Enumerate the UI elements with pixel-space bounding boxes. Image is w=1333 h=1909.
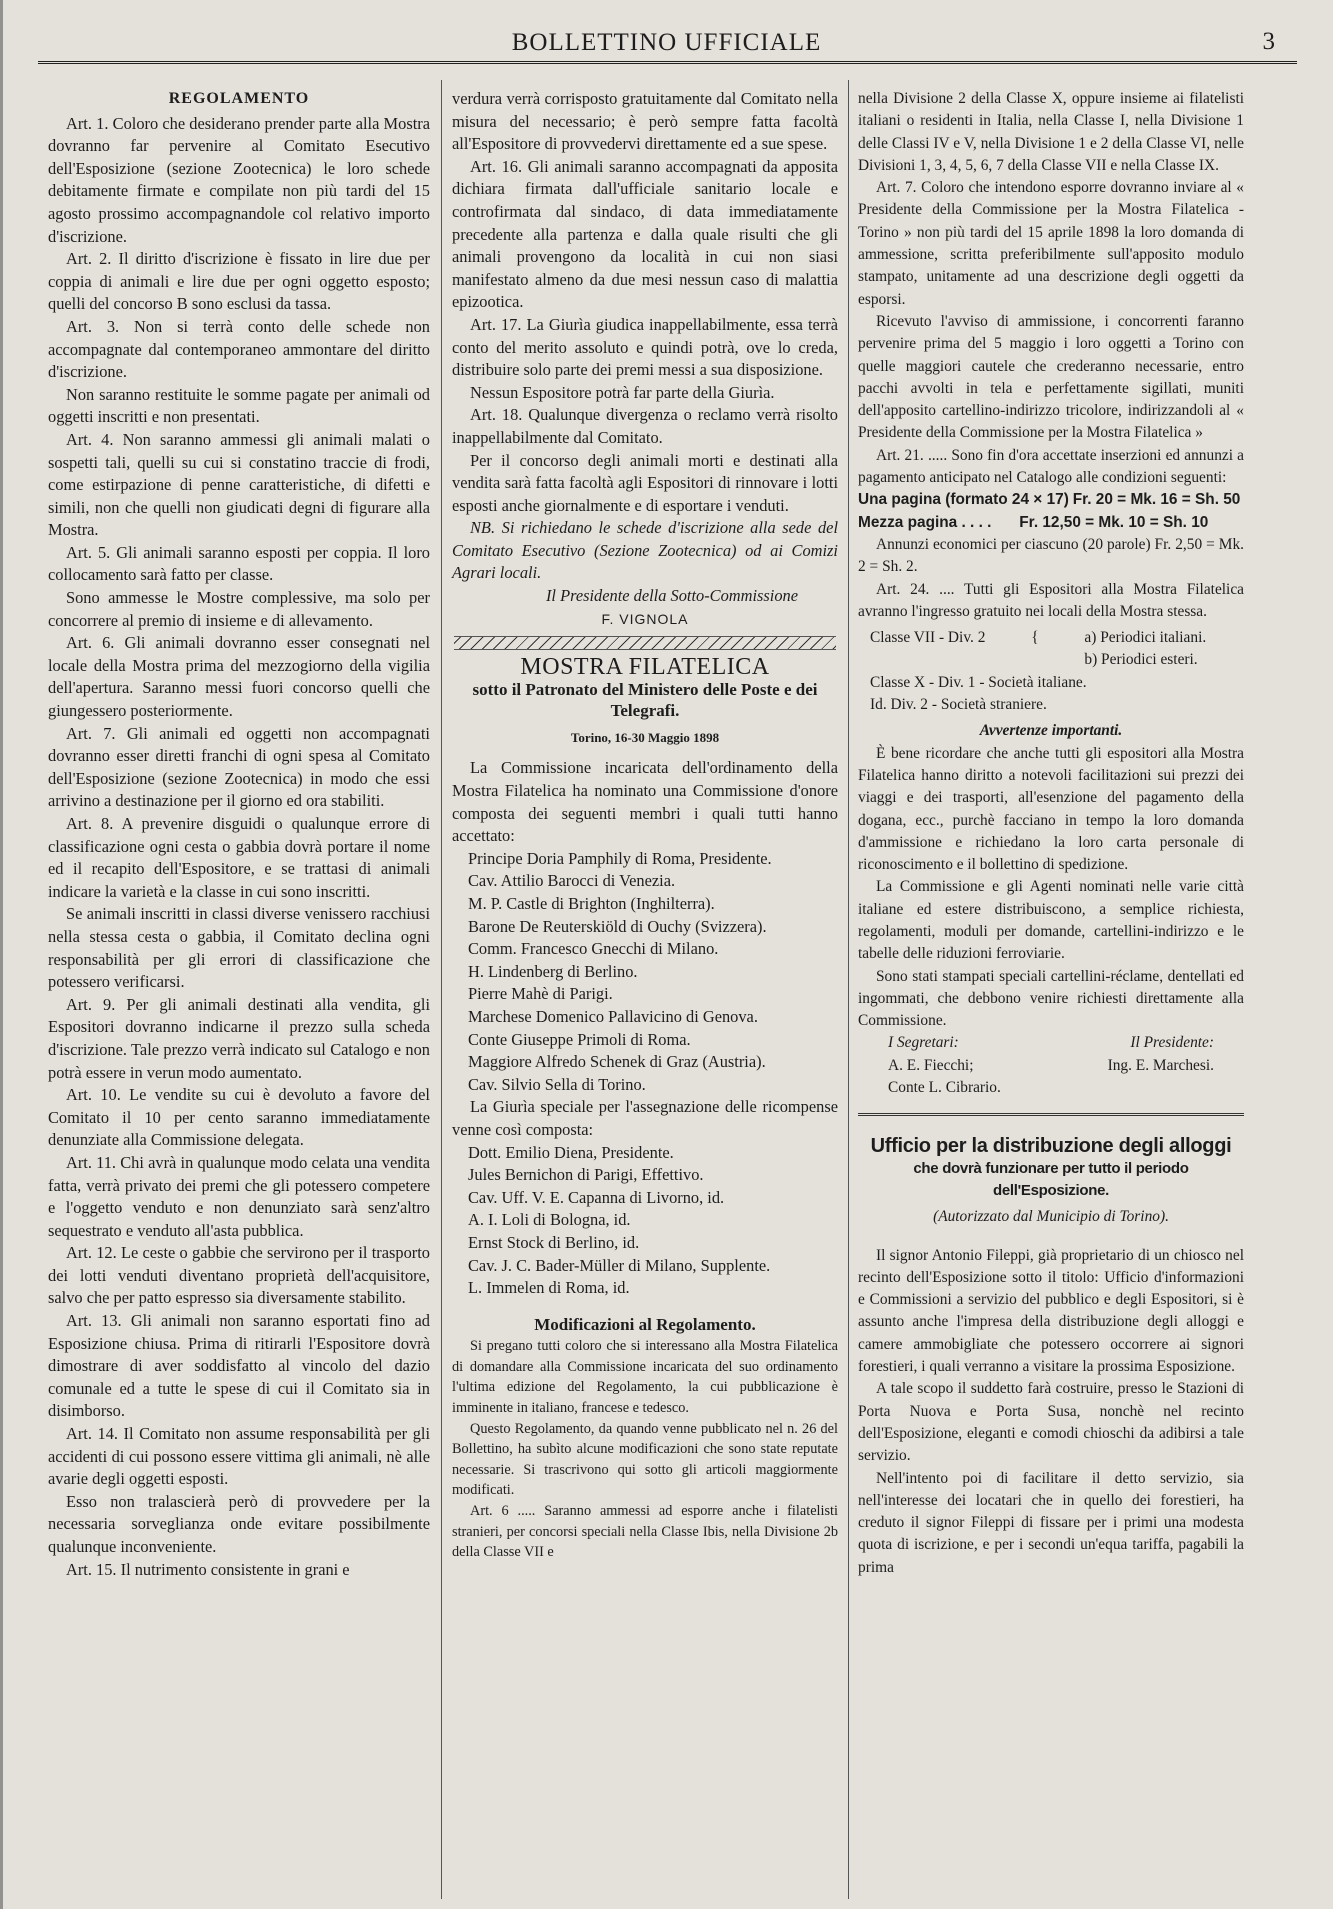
- modifiche-text: [452, 1336, 838, 1563]
- paragraph: Il signor Antonio Fileppi, già proprietario di un chiosco nel recinto dell'Esposizione sotto il titolo: Ufficio d'informazioni e Commissioni a servizio del pubblico e degli Espositori, si è assunto anche l'impresa della distribuzione degli alloggi e camere ammobigliate che potessero occorrere ai signori forestieri, i quali verranno a visitare la prossima Esposizione.: [858, 1246, 1244, 1376]
- signatures: [858, 1032, 1244, 1099]
- mostra-subtitle: sotto il Patronato del Ministero delle Poste e dei Telegrafi.: [472, 679, 818, 720]
- rate-value: Fr. 20 = Mk. 16 = Sh. 50: [1072, 491, 1241, 509]
- publication-title: BOLLETTINO UFFICIALE: [511, 29, 822, 56]
- signature-role: Il Presidente:: [1130, 1034, 1214, 1052]
- page-number: 3: [1262, 28, 1275, 55]
- class-option: b) Periodici esteri.: [1084, 651, 1198, 669]
- paragraph: Art. 6 ..... Saranno ammessi ad esporre anche i filatelisti stranieri, per concorsi speciali nella Classe Ibis, nella Divisione 2b della Classe VII e: [452, 1503, 838, 1561]
- column-divider: [441, 80, 442, 1899]
- paragraph: Art. 12. Le ceste o gabbie che servirono per il trasporto dei lotti venduti diventano proprietà dell'acquisitore, salvo che per patto espresso sia diversamente stabilito.: [48, 1243, 430, 1308]
- paragraph: Annunzi economici per ciascuno (20 parole) Fr. 2,50 = Mk. 2 = Sh. 2.: [858, 535, 1244, 576]
- paragraph: Art. 14. Il Comitato non assume responsabilità per gli accidenti di cui possono essere vittima gli animali, nè alle avarie degli oggetti esposti.: [48, 1424, 430, 1489]
- paragraph: Art. 6. Gli animali dovranno esser consegnati nel locale della Mostra prima del mezzogiorno della vigilia dell'apertura. Saranno messi fuori concorso quelli che giungessero posteriormente.: [48, 633, 430, 721]
- column-divider: [848, 80, 849, 1899]
- signature-name: F. VIGNOLA: [601, 610, 689, 627]
- class-option: - Società italiane.: [979, 673, 1087, 691]
- rates-table: [858, 489, 1244, 534]
- ufficio-authorization: (Autorizzato dal Municipio di Torino).: [933, 1208, 1169, 1226]
- rate-label: Una pagina (formato 24 × 17): [858, 491, 1069, 509]
- avvertenze-title: Avvertenze importanti.: [979, 722, 1123, 740]
- paragraph: verdura verrà corrisposto gratuitamente dal Comitato nella misura del necessario; è però sempre fatta facoltà all'Espositore di provvedervi direttamente ed a sue spese.: [452, 89, 838, 154]
- list-item: H. Lindenberg di Berlino.: [468, 961, 638, 981]
- paragraph: La Commissione incaricata dell'ordinamento della Mostra Filatelica ha nominato una Commissione d'onore composta dei seguenti membri i quali tutti hanno accettato:: [452, 758, 838, 846]
- paragraph: Art. 13. Gli animali non saranno esportati fino ad Esposizione chiusa. Prima di ritirarli l'Espositore dovrà dimostrare di aver soddisfatto al vincolo del dazio comunale ed a tutte le spese di cui il Comitato sia in disimborso.: [48, 1311, 430, 1421]
- class-row: [858, 694, 1244, 716]
- brace: {: [1031, 629, 1039, 647]
- paragraph: Art. 3. Non si terrà conto delle schede non accompagnate dal contemporaneo ammontare del diritto d'iscrizione.: [48, 316, 430, 382]
- paragraph: Art. 7. Coloro che intendono esporre dovranno inviare al « Presidente della Commissione per la Mostra Filatelica - Torino » non più tardi del 15 aprile 1898 la loro domanda di ammessione, scritta preferibilmente sull'apposito modulo stampato, unitamente ad una descrizione degli oggetti da esporsi.: [858, 179, 1244, 308]
- class-label: Classe X - Div. 1: [870, 673, 976, 691]
- classes-list: [858, 627, 1244, 716]
- paragraph: Art. 16. Gli animali saranno accompagnati da apposita dichiara firmata dall'ufficiale sanitario locale e controfirmata dal sindaco, di data immediatamente precedente alla partenza e dalla quale risulti che gli animali provengono da località in cui non siasi manifestato almeno da due mesi nessun caso di malattia epizootica.: [452, 156, 838, 312]
- paragraph: La Commissione e gli Agenti nominati nelle varie città italiane ed estere distribuiscono, a semplice richiesta, regolamenti, moduli per domande, cartellini-indirizzo e le tabelle delle riduzioni ferroviarie.: [858, 878, 1244, 963]
- ufficio-title: Ufficio per la distribuzione degli alloggi: [870, 1135, 1232, 1158]
- list-item: Principe Doria Pamphily di Roma, Presidente.: [468, 848, 772, 868]
- rate-row: [858, 489, 1244, 511]
- paragraph: Sono ammesse le Mostre complessive, ma solo per concorrere al premio di insieme e di allevamento.: [48, 588, 430, 630]
- paragraph: Questo Regolamento, da quando venne pubblicato nel n. 26 del Bollettino, ha subìto alcune modificazioni che sono state reputate necessarie. Si trascrivono qui sotto gli articoli maggiormente modificati.: [452, 1420, 838, 1499]
- paragraph: Art. 10. Le vendite su cui è devoluto a favore del Comitato il 10 per cento saranno immediatamente denunziate alla Commissione delegata.: [48, 1085, 430, 1150]
- class-row: [858, 627, 1244, 672]
- paragraph: Nell'intento poi di facilitare il detto servizio, sia nell'interesse dei locatari che in quello dei forestieri, ha creduto il signor Fileppi di fissare per i primi una modesta quota di iscrizione, e per i secondi un'equa tariffa, pagabili la prima: [858, 1469, 1244, 1576]
- list-item: Cav. Attilio Barocci di Venezia.: [468, 871, 676, 891]
- paragraph: Non saranno restituite le somme pagate per animali od oggetti inscritti e non presentati.: [48, 384, 430, 427]
- paragraph: È bene ricordare che anche tutti gli espositori alla Mostra Filatelica hanno diritto a notevoli facilitazioni sui prezzi dei viaggi e dei trasporti, all'esenzione del pagamento della dogana, ecc., purchè facciano in tempo la loro domanda d'ammissione e richiedano la loro carta personale di riconoscimento e il bollettino di spedizione.: [858, 744, 1244, 874]
- list-item: Maggiore Alfredo Schenek di Graz (Austria).: [468, 1052, 766, 1072]
- column-2: [452, 88, 838, 1899]
- class-row: [858, 672, 1244, 694]
- list-item: Ernst Stock di Berlino, id.: [468, 1232, 640, 1252]
- class-option: a) Periodici italiani.: [1084, 629, 1207, 647]
- regolamento-articles: [48, 113, 430, 1582]
- signature-name: Conte L. Cibrario.: [888, 1079, 1001, 1097]
- paragraph: Art. 9. Per gli animali destinati alla vendita, gli Espositori dovranno indicarne il prezzo sulla scheda d'iscrizione. Tale prezzo verrà indicato sul Catalogo e non potrà essere in verun modo aumentato.: [48, 994, 430, 1082]
- section-rule: [858, 1113, 1244, 1119]
- rate-label: Mezza pagina . . . .: [858, 513, 992, 531]
- list-item: Cav. Uff. V. E. Capanna di Livorno, id.: [468, 1187, 725, 1207]
- section-heading: REGOLAMENTO: [168, 90, 310, 107]
- list-item: Barone De Reuterskiöld di Ouchy (Svizzera).: [468, 916, 767, 936]
- paragraph: Art. 24. .... Tutti gli Espositori alla Mostra Filatelica avranno l'ingresso gratuito nei locali della Mostra stessa.: [858, 580, 1244, 620]
- class-options: [1084, 627, 1244, 672]
- list-item: Jules Bernichon di Parigi, Effettivo.: [468, 1165, 704, 1185]
- paragraph: Per il concorso degli animali morti e destinati alla vendita sarà fatta facoltà agli Espositori di rinnovare i lotti esposti anche giornalmente e di esportare i venduti.: [452, 450, 838, 515]
- class-label: Classe VII - Div. 2: [870, 629, 986, 647]
- list-item: Dott. Emilio Diena, Presidente.: [468, 1142, 674, 1162]
- paragraph: Art. 15. Il nutrimento consistente in grani e: [66, 1559, 350, 1579]
- signature-row: [888, 1032, 1214, 1054]
- paragraph: Art. 21. ..... Sono fin d'ora accettate inserzioni ed annunzi a pagamento anticipato nel Catalogo alle condizioni seguenti:: [858, 446, 1244, 487]
- paragraph: Esso non tralascierà però di provvedere per la necessaria sorveglianza onde evitare possibilmente qualunque inconveniente.: [48, 1491, 430, 1556]
- header-rule: [38, 61, 1297, 66]
- signature-role: Il Presidente della Sotto-Commissione: [545, 586, 798, 606]
- ufficio-subtitle: che dovrà funzionare per tutto il periodo dell'Esposizione.: [913, 1159, 1189, 1199]
- mostra-date: Torino, 16-30 Maggio 1898: [570, 729, 720, 745]
- paragraph: Art. 1. Coloro che desiderano prender parte alla Mostra dovranno far pervenire al Comitato Esecutivo dell'Esposizione (sezione Zootecnica) le loro schede debitamente firmate e compilate non più tardi del 15 agosto prossimo accompagnandole col relativo importo d'iscrizione.: [48, 113, 430, 246]
- signature-row: [888, 1055, 1214, 1077]
- signature-row: [888, 1077, 1214, 1099]
- paragraph: La Giurìa speciale per l'assegnazione delle ricompense venne così composta:: [452, 1097, 838, 1139]
- modifiche-title: Modificazioni al Regolamento.: [534, 1314, 756, 1334]
- paragraph: Ricevuto l'avviso di ammissione, i concorrenti faranno pervenire prima del 5 maggio i loro oggetti a Torino con quelle maggiori cautele che crederanno necessarie, entro pacchi avvolti in tela e perfettamente sigillati, muniti dell'apposito cartellino-indirizzo tricolore, indirizzandoli al « Presidente della Commissione per la Mostra Filatelica »: [858, 312, 1244, 442]
- rate-value: Fr. 12,50 = Mk. 10 = Sh. 10: [1019, 513, 1209, 531]
- ornamental-rule: [454, 636, 836, 650]
- paragraph: Art. 18. Qualunque divergenza o reclamo verrà risolto inappellabilmente dal Comitato.: [452, 405, 838, 447]
- list-item: L. Immelen di Roma, id.: [468, 1278, 630, 1298]
- signature-name: Ing. E. Marchesi.: [1107, 1056, 1214, 1074]
- list-item: Pierre Mahè di Parigi.: [468, 984, 613, 1004]
- column-3: [858, 88, 1244, 1899]
- page-header: [50, 26, 1283, 60]
- paragraph: Art. 17. La Giurìa giudica inappellabilmente, essa terrà conto del merito assoluto e quindi potrà, ove lo creda, distribuire solo parte dei premi messi a sua disposizione.: [452, 314, 838, 380]
- paragraph: Art. 5. Gli animali saranno esposti per coppia. Il loro collocamento sarà fatto per classe.: [48, 542, 430, 585]
- paragraph: Art. 11. Chi avrà in qualunque modo celata una vendita fatta, verrà privato dei premi che gli potessero competere e l'oggetto venduto e non denunziato sarà senz'altro sequestrato e venduto all'asta pubblica.: [48, 1152, 430, 1240]
- paragraph: Art. 4. Non saranno ammessi gli animali malati o sospetti tali, quelli su cui si constatino traccie di frodi, come estirpazione di penne caratteristiche, di difetti e simili, non che quelli non giudicati degni di figurare alla Mostra.: [48, 429, 430, 540]
- paragraph: nella Divisione 2 della Classe X, oppure insieme ai filatelisti italiani o residenti in Italia, nella Classe I, nella Divisione 1 delle Classi IV e V, nella Divisione 1 e 2 della Classe VI, nelle Divisioni 1, 3, 4, 5, 6, 7 della Classe VII e nella Classe IX.: [858, 90, 1244, 174]
- list-item: Marchese Domenico Pallavicino di Genova.: [468, 1006, 758, 1026]
- paragraph: Art. 7. Gli animali ed oggetti non accompagnati dovranno esser diretti franchi di ogni spesa al Comitato dell'Esposizione (sezione Zootecnica) in modo che essi arrivino a destinazione per il giorno ed ora stabiliti.: [48, 723, 430, 811]
- signature-name: A. E. Fiecchi;: [888, 1056, 974, 1074]
- list-item: A. I. Loli di Bologna, id.: [468, 1210, 631, 1230]
- list-item: Conte Giuseppe Primoli di Roma.: [468, 1029, 691, 1049]
- column-1: [48, 88, 430, 1899]
- paragraph: Se animali inscritti in classi diverse venissero racchiusi nella stessa cesta o gabbia, il Comitato declina ogni responsabilità per gli errori di classificazione che potessero verificarsi.: [48, 904, 430, 992]
- nota-bene: NB. Si richiedano le schede d'iscrizione alla sede del Comitato Esecutivo (Sezione Zootecnica) od ai Comizi Agrari locali.: [452, 518, 838, 583]
- paragraph: Art. 2. Il diritto d'iscrizione è fissato in lire due per coppia di animali e lire due per ogni oggetto esposto; quelli del concorso B sono esclusi da tassa.: [48, 249, 430, 314]
- paragraph: Sono stati stampati speciali cartellini-réclame, dentellati ed ingommati, che debbono venire richiesti direttamente alla Commissione.: [858, 967, 1244, 1030]
- paragraph: Art. 8. A prevenire disguidi o qualunque errore di classificazione ogni cesta o gabbia dovrà portare il nome ed il recapito dell'Espositore, e se trattasi di animali indicare la varietà e la classe in cui sono inscritti.: [48, 814, 430, 901]
- paragraph: Nessun Espositore potrà far parte della Giurìa.: [470, 382, 775, 402]
- jury-list: [452, 1142, 838, 1300]
- list-item: Cav. J. C. Bader-Müller di Milano, Supplente.: [468, 1255, 771, 1275]
- paragraph: A tale scopo il suddetto farà costruire, presso le Stazioni di Porta Nuova e Porta Susa, nonchè nel recinto dell'Esposizione, eleganti e comodi chioschi da adibirsi a tale servizio.: [858, 1380, 1244, 1465]
- mostra-title: MOSTRA FILATELICA: [520, 654, 770, 681]
- list-item: Cav. Silvio Sella di Torino.: [468, 1074, 646, 1094]
- class-option: - Società straniere.: [931, 696, 1047, 714]
- list-item: Comm. Francesco Gnecchi di Milano.: [468, 939, 719, 959]
- scan-edge: [0, 0, 3, 1909]
- class-label: Id. Div. 2: [870, 696, 928, 714]
- paragraph: Si pregano tutti coloro che si interessano alla Mostra Filatelica di domandare alla Commissione incaricata del suo ordinamento l'ultima edizione del Regolamento, la cui pubblicazione è imminente in italiano, francese e tedesco.: [452, 1338, 838, 1417]
- signature-role: I Segretari:: [888, 1034, 959, 1052]
- rate-row: [858, 512, 1244, 534]
- honor-committee-list: [452, 848, 838, 1097]
- list-item: M. P. Castle di Brighton (Inghilterra).: [468, 894, 715, 913]
